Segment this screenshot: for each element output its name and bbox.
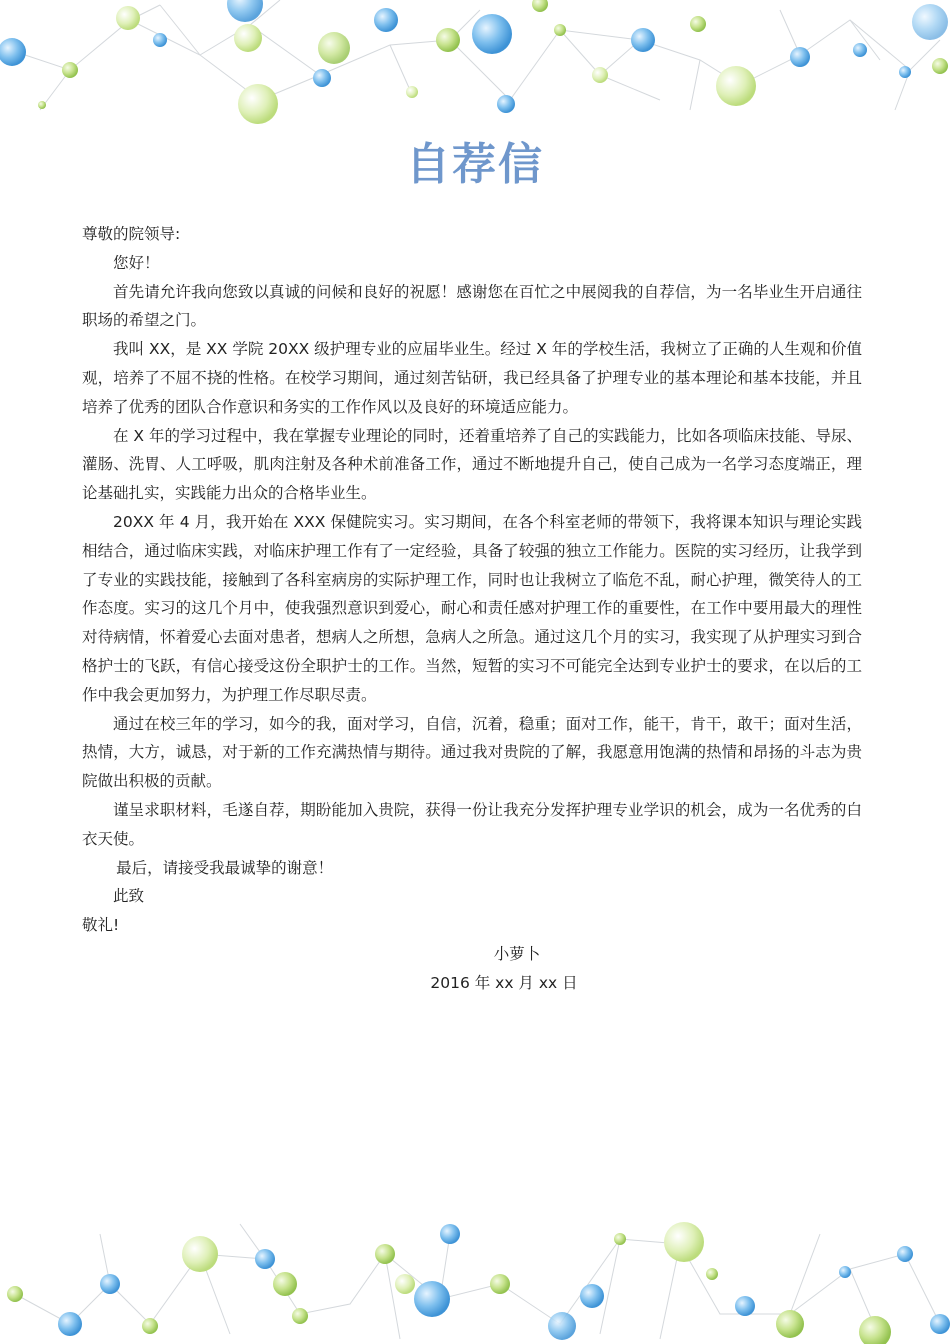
paragraph-5: 通过在校三年的学习，如今的我，面对学习，自信，沉着，稳重；面对工作，能干，肯干，敢干；面对生活，热情，大方，诚恳，对于新的工作充满热情与期待。通过我对贵院的了解，我愿意用饱满的热情和昂扬的斗志为贵院做出积极的贡献。 bbox=[82, 714, 862, 791]
closing-jing-li: 敬礼! bbox=[82, 916, 120, 935]
closing-ci-zhi: 此致 bbox=[113, 887, 145, 906]
hello: 您好！ bbox=[113, 253, 160, 272]
paragraph-6: 谨呈求职材料，毛遂自荐，期盼能加入贵院，获得一份让我充分发挥护理专业学识的机会，成为一名优秀的白衣天使。 bbox=[82, 800, 862, 848]
paragraph-2: 我叫 XX，是 XX 学院 20XX 级护理专业的应届毕业生。经过 X 年的学校生活，我树立了正确的人生观和价值观，培养了不屈不挠的性格。在校学习期间，通过刻苦钻研，我已经具备了护理专业的基本理论和基本技能，并且培养了优秀的团队合作意识和务实的工作作风以及良好的环境适应能力。 bbox=[82, 340, 862, 416]
top-molecule-decoration bbox=[0, 0, 950, 130]
paragraph-4: 20XX 年 4 月，我开始在 XXX 保健院实习。实习期间，在各个科室老师的带领下，我将课本知识与理论实践相结合，通过临床实践，对临床护理工作有了一定经验，具备了较强的独立工作能力。医院的实习经历，让我学到了专业的实践技能，接触到了各科室病房的实际护理工作，同时也让我树立了临危不乱，耐心护理，微笑待人的工作态度。实习的这几个月中，使我强烈意识到爱心，耐心和责任感对护理工作的重要性，在工作中要用最大的理性对待病情，怀着爱心去面对患者，想病人之所想，急病人之所急。通过这几个月的实习，我实现了从护理实习到合格护士的飞跃，有信心接受这份全职护士的工作。当然，短暂的实习不可能完全达到专业护士的要求，在以后的工作中我会更加努力，为护理工作尽职尽责。 bbox=[82, 512, 862, 704]
thanks: 最后，请接受我最诚挚的谢意！ bbox=[116, 858, 334, 877]
signer-name: 小萝卜 bbox=[493, 945, 541, 963]
paragraph-1: 首先请允许我向您致以真诚的问候和良好的祝愿！感谢您在百忙之中展阅我的自荐信，为一名毕业生开启通往职场的希望之门。 bbox=[82, 282, 862, 330]
greeting: 尊敬的院领导: bbox=[82, 225, 181, 243]
letter-date: 2016 年 xx 月 xx 日 bbox=[430, 974, 578, 992]
bottom-molecule-decoration bbox=[0, 1214, 950, 1344]
letter-body bbox=[82, 220, 862, 940]
paragraph-3: 在 X 年的学习过程中，我在掌握专业理论的同时，还着重培养了自己的实践能力，比如各项临床技能、导尿、灌肠、洗胃、人工呼吸，肌肉注射及各种术前准备工作，通过不断地提升自己，使自己成为一名学习态度端正，理论基础扎实，实践能力出众的合格毕业生。 bbox=[82, 426, 862, 503]
page-title: 自荐信 bbox=[406, 139, 544, 190]
